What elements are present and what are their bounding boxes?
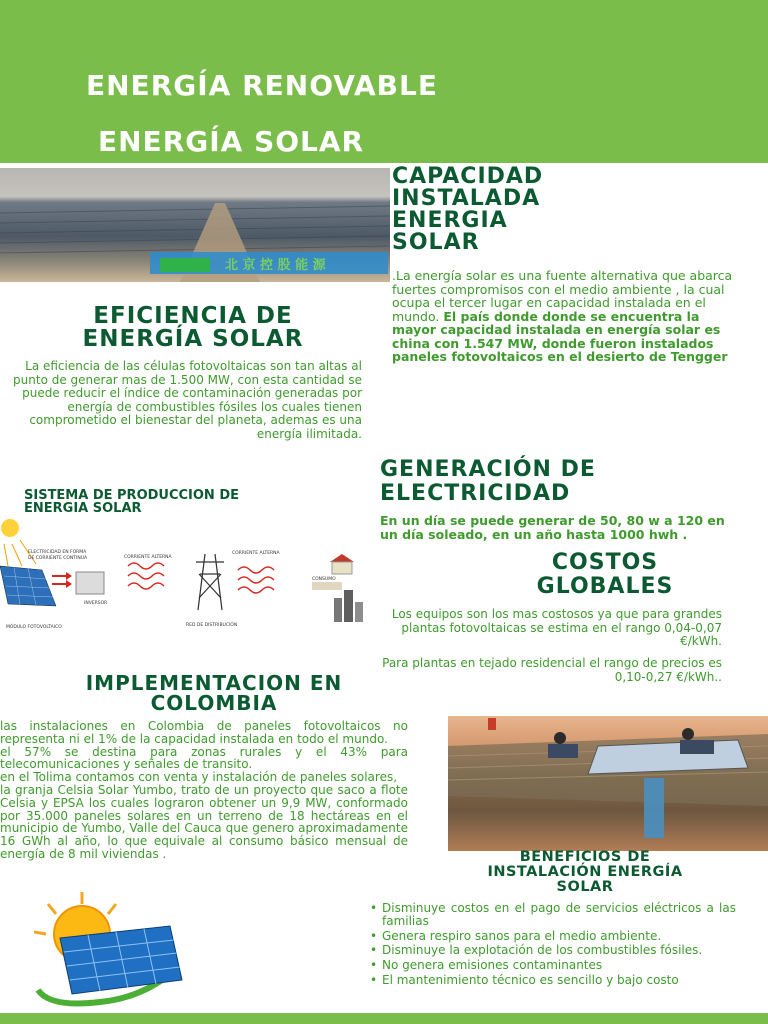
label-electricidad-1: ELECTRICIDAD EN FORMA [28, 550, 87, 555]
label-alterna-2: CORRIENTE ALTERNA [232, 551, 280, 556]
implementacion-title: IMPLEMENTACION EN COLOMBIA [85, 671, 343, 715]
capacidad-body-bold: El país donde donde se encuentra la mayor capacidad instalada en energía solar es china con 1.547 MW, donde fueron instalados paneles fotovoltaicos en el desierto de Tengger [392, 308, 728, 364]
implementacion-p1: las instalaciones en Colombia de paneles fotovoltaicos no representa ni el 1% de la capacidad instalada en todo el mundo. [0, 719, 408, 746]
power-tower-icon [196, 554, 224, 610]
sistema-title: SISTEMA DE PRODUCCION DE ENERGIA SOLAR [24, 488, 240, 516]
beneficio-item: • Disminuye costos en el pago de servicios eléctricos a las familias [382, 902, 736, 928]
label-consumo: CONSUMO [312, 577, 336, 582]
footer-bar [0, 1013, 768, 1024]
capacidad-title: CAPACIDAD INSTALADA ENERGIA SOLAR [392, 164, 544, 255]
page-title [86, 44, 438, 156]
costos-body-1: Los equipos son los mas costosos ya que para grandes plantas fotovoltaicas se estima en el rango 0,04-0,07 €/kWh. [391, 607, 722, 648]
rooftop-installation-photo [448, 716, 768, 851]
label-modulo: MÓDULO FOTOVOLTAICO [6, 625, 62, 630]
generacion-title: GENERACIÓN DE ELECTRICIDAD [380, 457, 596, 506]
beneficio-item: • Genera respiro sanos para el medio ambiente. [382, 930, 736, 943]
inverter-icon [76, 572, 104, 594]
label-red: RED DE DISTRIBUCIÓN [186, 623, 238, 628]
house-icon [330, 554, 354, 562]
costos-title: COSTOS GLOBALES [536, 550, 674, 599]
generacion-body: En un día se puede generar de 50, 80 w a 120 en un día soleado, en un año hasta 1000 hwh . [380, 513, 725, 542]
label-alterna-1: CORRIENTE ALTERNA [124, 555, 172, 560]
factory-icon [334, 598, 342, 622]
title-line-1: ENERGÍA RENOVABLE [86, 69, 438, 102]
rooftop-illustration [448, 716, 768, 851]
capacidad-text [392, 269, 737, 364]
sun-panel-svg [20, 890, 190, 1008]
implementacion-p3: en el Tolima contamos con venta y instalación de paneles solares, [0, 770, 398, 785]
implementacion-body [0, 720, 408, 861]
implementacion-p4: la granja Celsia Solar Yumbo, trato de un proyecto que saco a flote Celsia y EPSA los cuales lograron obtener un 9,9 MW, conformado por 35.000 paneles solares en un terreno de 18 hectáreas en el municipio de Yumbo, Valle del Cauca que genero aproximadamente 16 GWh al año, lo que equivale al consumo básico mensual de energía de 8 mil viviendas . [0, 782, 408, 861]
implementacion-p2: el 57% se destina para zonas rurales y el 43% para telecomunicaciones y señales de transito. [0, 744, 408, 772]
worker-icon-2 [682, 728, 694, 740]
solar-panel-icon [588, 740, 748, 774]
beneficios-list-container [366, 902, 736, 989]
beneficios-list [366, 902, 736, 987]
sun-icon [1, 519, 19, 537]
solar-farm-photo [0, 168, 390, 282]
label-electricidad-2: DE CORRIENTE CONTINUA [28, 556, 88, 561]
costos-body-2: Para plantas en tejado residencial el rango de precios es 0,10-0,27 €/kWh.. [382, 656, 722, 684]
photo-overlay-text: 北 京 控 股 能 源 [225, 258, 326, 273]
beneficios-title: BENEFICIOS DE INSTALACIÓN ENERGÍA SOLAR [487, 849, 683, 895]
beneficio-item: • No genera emisiones contaminantes [382, 959, 736, 972]
label-inversor: INVERSOR [84, 601, 108, 606]
eficiencia-title: EFICIENCIA DE ENERGÍA SOLAR [82, 303, 304, 352]
beneficio-item: • Disminuye la explotación de los combustibles fósiles. [382, 944, 736, 957]
capacidad-body: .La energía solar es una fuente alternativa que abarca fuertes compromisos con el medio ambiente , la cual ocupa el tercer lugar en capacidad instalada en el mundo. [392, 268, 733, 324]
solar-system-diagram [0, 518, 365, 633]
solar-system-diagram-svg [0, 518, 365, 633]
beneficio-item: • El mantenimiento técnico es sencillo y bajo costo [382, 974, 736, 987]
solar-panel-sun-illustration [20, 890, 190, 1008]
worker-icon [554, 732, 566, 744]
title-line-2: ENERGÍA SOLAR [98, 125, 365, 158]
eficiencia-body: La eficiencia de las células fotovoltaicas son tan altas al punto de generar mas de 1.500 MW, con esta cantidad se puede reducir el índice de contaminación generadas por energía de combustibles fósiles los cuales tienen comprometido el bienestar del planeta, ademas es una energía ilimitada. [13, 359, 362, 441]
solar-farm-illustration [0, 168, 390, 282]
